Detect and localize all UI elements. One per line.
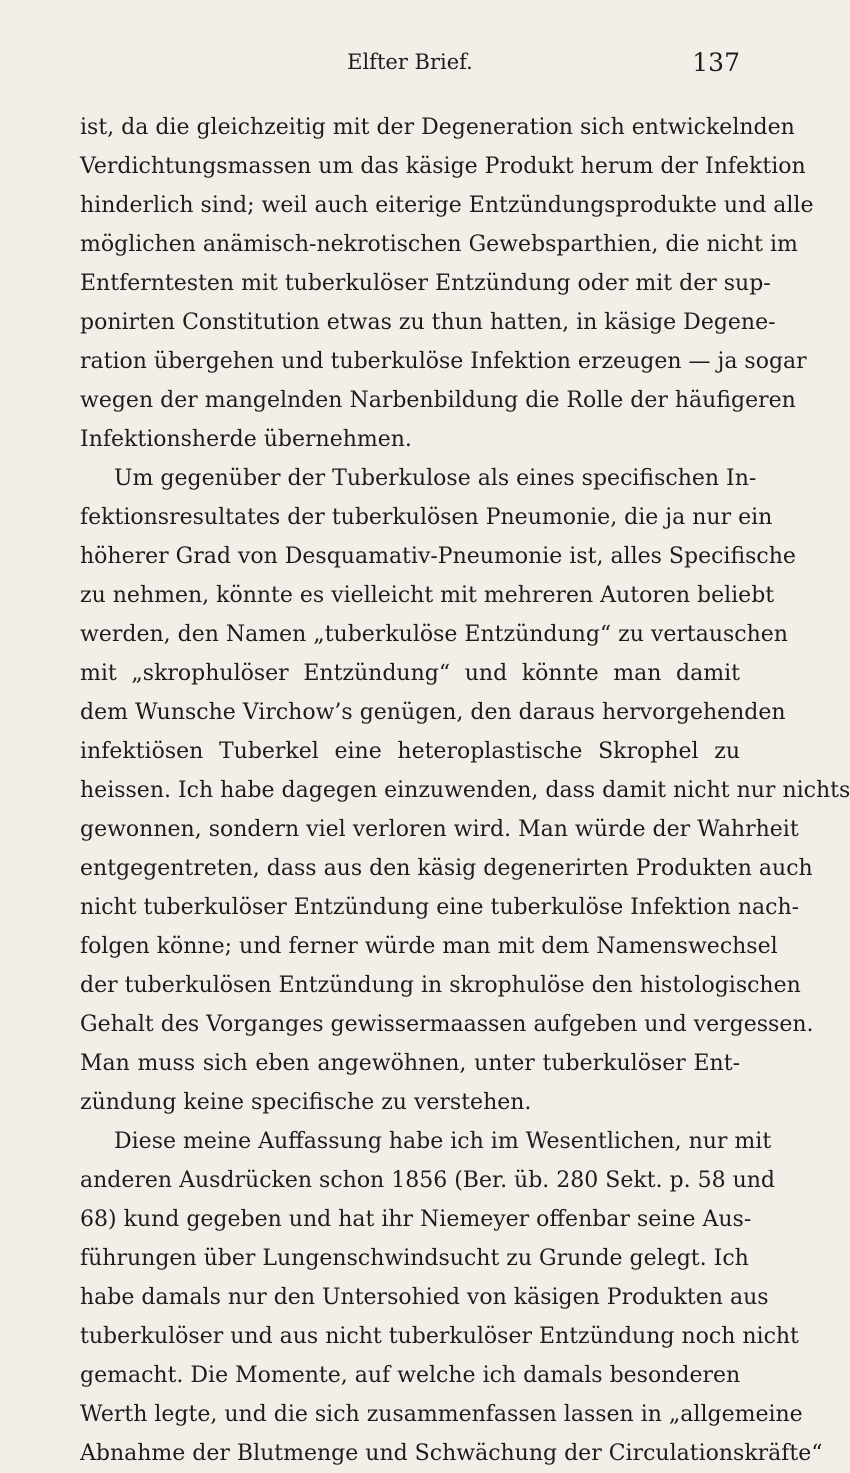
text-line: Gehalt des Vorganges gewissermaassen aufgeben und vergessen. xyxy=(80,1012,814,1037)
text-line: heissen. Ich habe dagegen einzuwenden, dass damit nicht nur nichts xyxy=(80,778,850,803)
paragraph-end-line: Infektionsherde übernehmen. xyxy=(80,427,412,452)
text-line: habe damals nur den Untersohied von käsigen Produkten aus xyxy=(80,1285,769,1310)
text-line: höherer Grad von Desquamativ-Pneumonie ist, alles Specifische xyxy=(80,544,796,569)
text-line: Man muss sich eben angewöhnen, unter tuberkulöser Ent- xyxy=(80,1051,740,1076)
text-line: führungen über Lungenschwindsucht zu Grunde gelegt. Ich xyxy=(80,1246,749,1271)
text-line: 68) kund gegeben und hat ihr Niemeyer offenbar seine Aus- xyxy=(80,1207,752,1232)
text-line: Verdichtungsmassen um das käsige Produkt herum der Infektion xyxy=(80,154,806,179)
text-line: möglichen anämisch-nekrotischen Gewebsparthien, die nicht im xyxy=(80,232,798,257)
paragraph-start-line: Diese meine Auffassung habe ich im Wesentlichen, nur mit xyxy=(114,1129,772,1154)
text-line: entgegentreten, dass aus den käsig degenerirten Produkten auch xyxy=(80,856,813,881)
text-line: der tuberkulösen Entzündung in skrophulöse den histologischen xyxy=(80,973,801,998)
running-title: Elfter Brief. xyxy=(347,50,473,74)
text-line: infektiösen Tuberkel eine heteroplastische Skrophel zu xyxy=(80,739,740,764)
text-line: ponirten Constitution etwas zu thun hatten, in käsige Degene- xyxy=(80,310,776,335)
text-line: ist, da die gleichzeitig mit der Degeneration sich entwickelnden xyxy=(80,115,795,140)
text-line: nicht tuberkulöser Entzündung eine tuberkulöse Infektion nach- xyxy=(80,895,800,920)
page-header xyxy=(80,48,740,84)
text-line: gemacht. Die Momente, auf welche ich damals besonderen xyxy=(80,1363,741,1388)
body-text xyxy=(80,108,850,1473)
text-line: Abnahme der Blutmenge und Schwächung der Circulationskräfte“ xyxy=(80,1441,823,1466)
page-number: 137 xyxy=(692,48,740,77)
text-line: zu nehmen, könnte es vielleicht mit mehreren Autoren beliebt xyxy=(80,583,775,608)
paragraph-end-line: zündung keine specifische zu verstehen. xyxy=(80,1090,532,1115)
paragraph-start-line: Um gegenüber der Tuberkulose als eines specifischen In- xyxy=(114,466,757,491)
text-line: folgen könne; und ferner würde man mit dem Namenswechsel xyxy=(80,934,778,959)
text-line: fektionsresultates der tuberkulösen Pneumonie, die ja nur ein xyxy=(80,505,773,530)
text-line: ration übergehen und tuberkulöse Infektion erzeugen — ja sogar xyxy=(80,349,807,374)
text-line: Werth legte, und die sich zusammenfassen lassen in „allgemeine xyxy=(80,1402,803,1427)
text-line: werden, den Namen „tuberkulöse Entzündung“ zu vertauschen xyxy=(80,622,788,647)
text-line: dem Wunsche Virchow’s genügen, den daraus hervorgehenden xyxy=(80,700,786,725)
text-line: tuberkulöser und aus nicht tuberkulöser Entzündung noch nicht xyxy=(80,1324,799,1349)
text-line: hinderlich sind; weil auch eiterige Entzündungsprodukte und alle xyxy=(80,193,814,218)
text-line: anderen Ausdrücken schon 1856 (Ber. üb. 280 Sekt. p. 58 und xyxy=(80,1168,776,1193)
text-line: gewonnen, sondern viel verloren wird. Man würde der Wahrheit xyxy=(80,817,799,842)
text-line: wegen der mangelnden Narbenbildung die Rolle der häufigeren xyxy=(80,388,796,413)
text-line: mit „skrophulöser Entzündung“ und könnte man damit xyxy=(80,661,740,686)
text-line: Entferntesten mit tuberkulöser Entzündung oder mit der sup- xyxy=(80,271,771,296)
